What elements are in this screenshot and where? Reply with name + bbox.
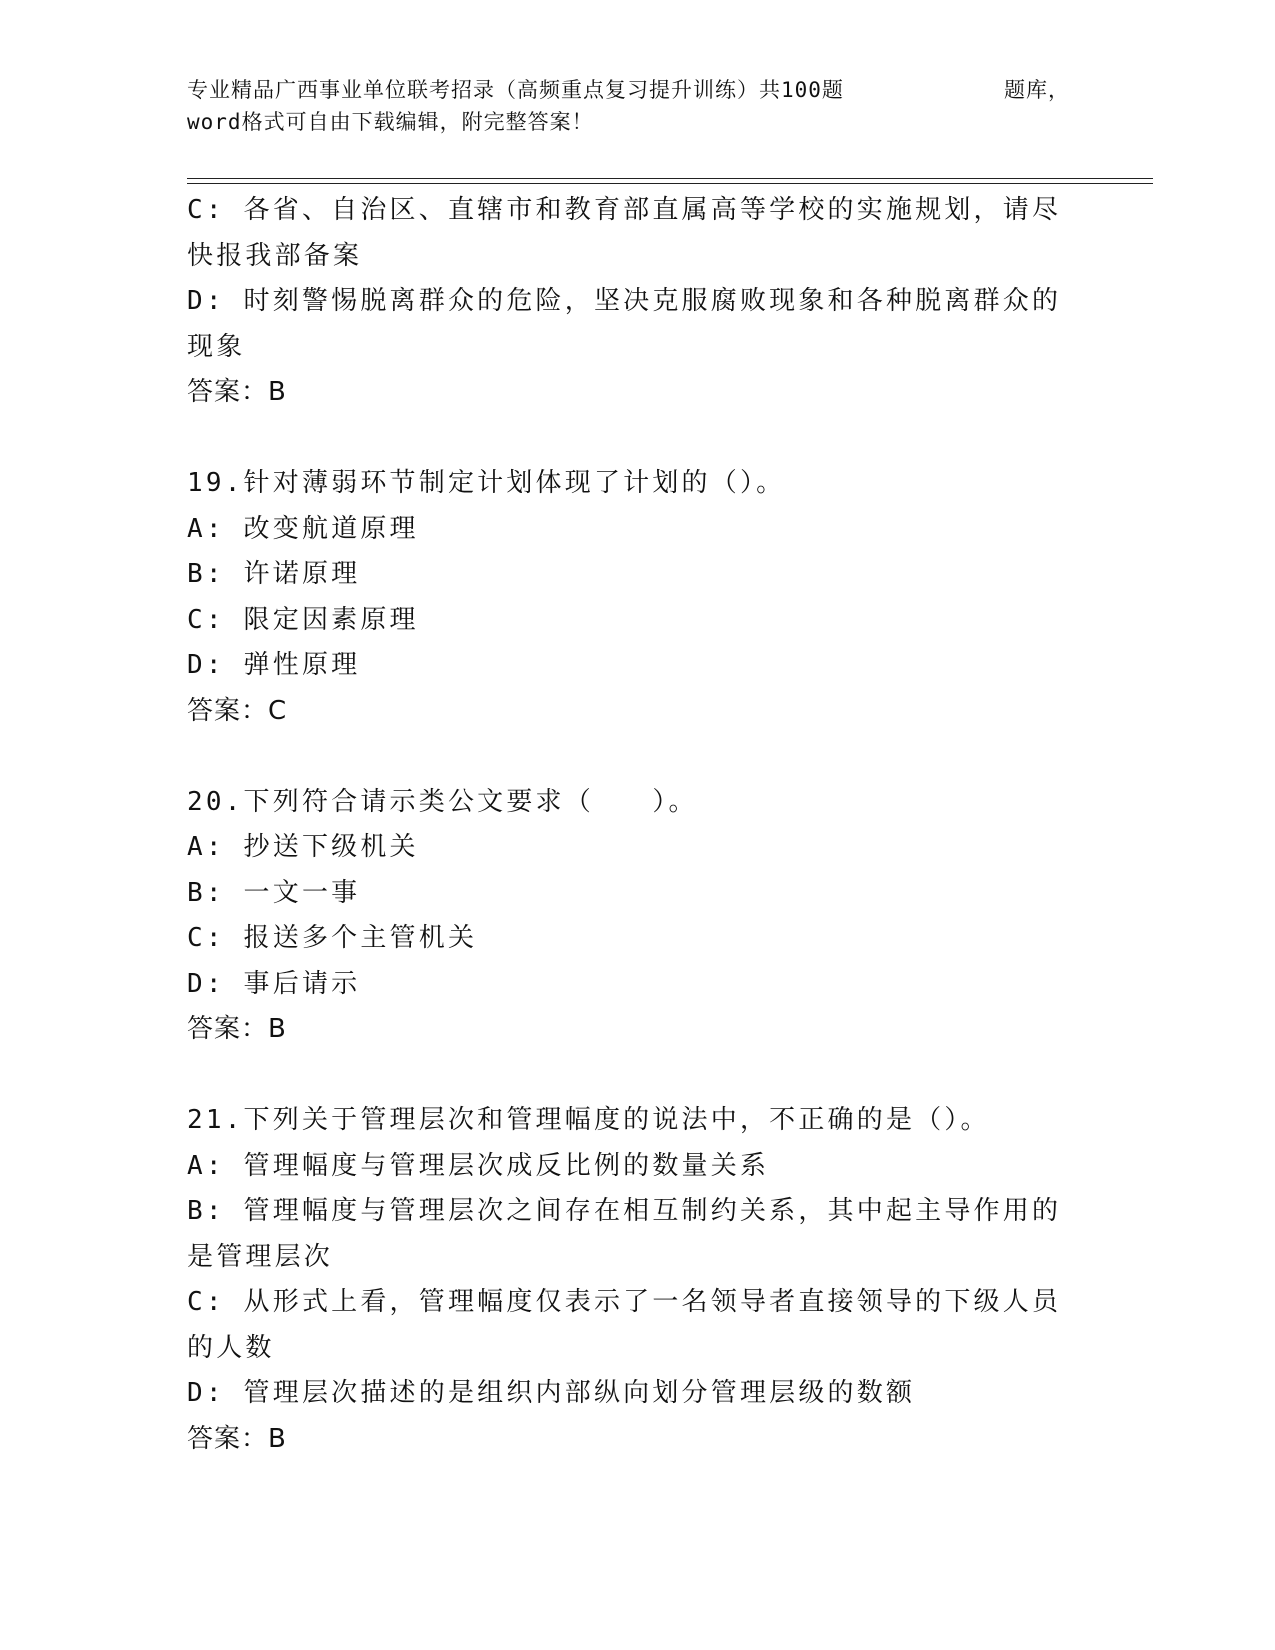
option-d: D: 时刻警惕脱离群众的危险，坚决克服腐败现象和各种脱离群众的现象 [187, 286, 1062, 362]
option-c: C: 各省、自治区、直辖市和教育部直属高等学校的实施规划，请尽快报我部备案 [187, 195, 1062, 271]
spacer [187, 1053, 1067, 1099]
option-d: D: 管理层次描述的是组织内部纵向划分管理层级的数额 [187, 1378, 916, 1408]
spacer [187, 416, 1067, 462]
option-c: C: 报送多个主管机关 [187, 923, 478, 953]
page-header [187, 74, 1087, 138]
spacer [187, 734, 1067, 780]
question-21 [187, 1098, 1067, 1462]
option-a: A: 抄送下级机关 [187, 832, 419, 862]
answer: 答案：C [187, 695, 288, 726]
question-19 [187, 461, 1067, 734]
option-c: C: 从形式上看，管理幅度仅表示了一名领导者直接领导的下级人员的人数 [187, 1287, 1062, 1363]
header-line-1 [187, 74, 1087, 106]
carryover-block [187, 188, 1067, 416]
option-d: D: 弹性原理 [187, 650, 361, 680]
answer: 答案：B [187, 377, 287, 407]
header-rule-top [187, 178, 1153, 179]
option-b: B: 管理幅度与管理层次之间存在相互制约关系，其中起主导作用的是管理层次 [187, 1196, 1062, 1272]
option-d: D: 事后请示 [187, 968, 361, 999]
question-stem: 21.下列关于管理层次和管理幅度的说法中，不正确的是（）。 [187, 1105, 990, 1135]
document-body [187, 188, 1067, 1462]
question-stem: 19.针对薄弱环节制定计划体现了计划的（）。 [187, 468, 786, 498]
header-title: 专业精品广西事业单位联考招录（高频重点复习提升训练）共100题 [187, 78, 844, 102]
option-a: A: 改变航道原理 [187, 513, 419, 544]
option-a: A: 管理幅度与管理层次成反比例的数量关系 [187, 1150, 770, 1181]
header-title-suffix: 题库， [1004, 78, 1070, 102]
question-20 [187, 780, 1067, 1053]
option-c: C: 限定因素原理 [187, 604, 419, 635]
header-rule-bottom [187, 183, 1153, 184]
answer: 答案：B [187, 1423, 287, 1454]
answer: 答案：B [187, 1014, 287, 1044]
question-stem: 20.下列符合请示类公文要求（ ）。 [187, 786, 698, 817]
option-b: B: 许诺原理 [187, 559, 361, 589]
option-b: B: 一文一事 [187, 877, 361, 908]
header-line-2: word格式可自由下载编辑，附完整答案！ [187, 110, 594, 134]
